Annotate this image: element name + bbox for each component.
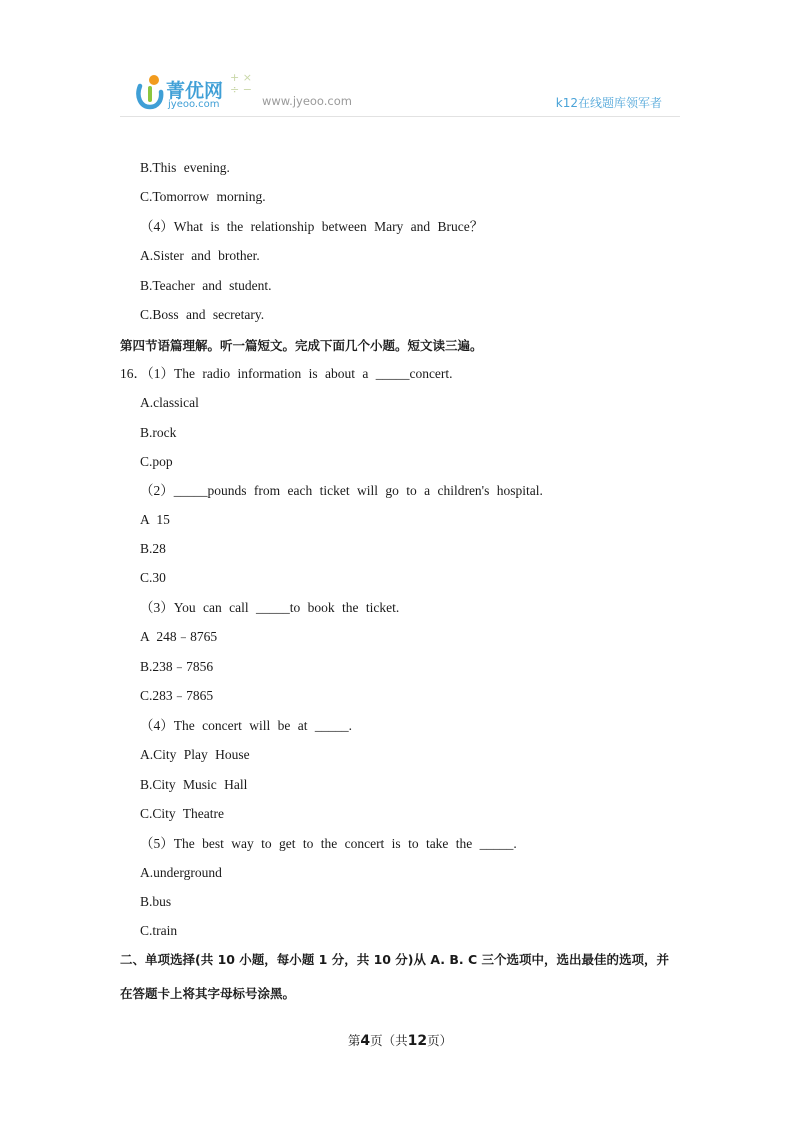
math-symbols-decoration: + × ÷ − — [230, 71, 252, 96]
option-line: C.City Theatre — [140, 806, 224, 821]
logo-domain: jyeoo.com — [168, 99, 220, 110]
option-line: C.Tomorrow morning. — [140, 189, 266, 204]
jyeoo-logo-icon — [134, 74, 164, 110]
option-line: A.Sister and brother. — [140, 248, 260, 263]
page-header — [120, 68, 680, 118]
footer-page-number: 4 — [360, 1033, 371, 1049]
option-line: C.30 — [140, 570, 166, 585]
option-line: C.Boss and secretary. — [140, 307, 265, 322]
option-line: C.283﹣7865 — [140, 688, 214, 703]
option-line: C.train — [140, 923, 178, 938]
option-line: B.28 — [140, 541, 166, 556]
header-divider — [120, 116, 680, 117]
option-line: B.bus — [140, 894, 172, 909]
section-heading-cont: 在答题卡上将其字母标号涂黑。 — [120, 986, 296, 1001]
footer-suffix: 页） — [427, 1034, 453, 1048]
footer-middle: 页（共 — [370, 1034, 408, 1048]
page-footer — [0, 1031, 800, 1049]
option-line: B.This evening. — [140, 160, 230, 175]
option-line: B.rock — [140, 425, 177, 440]
sub-question: （5）The best way to get to the concert is to take the _____. — [140, 836, 517, 851]
sub-question: （4）What is the relationship between Mary and Bruce？ — [140, 219, 484, 234]
option-line: A.City Play House — [140, 747, 250, 762]
sub-question: （2）_____pounds from each ticket will go to a children's hospital. — [140, 483, 543, 498]
tagline: k12在线题库领军者 — [555, 96, 662, 110]
logo-text: 菁优网 — [166, 80, 224, 102]
footer-total-pages: 12 — [407, 1033, 428, 1049]
section-heading: 二、单项选择(共 10 小题，每小题 1 分，共 10 分)从 A. B. C 三个选项中，选出最佳的选项，并 — [120, 952, 670, 967]
option-line: A.underground — [140, 865, 222, 880]
option-line: A.classical — [140, 395, 199, 410]
option-line: A 15 — [140, 512, 170, 527]
option-line: C.pop — [140, 454, 173, 469]
option-line: A 248﹣8765 — [140, 629, 218, 644]
option-line: B.City Music Hall — [140, 777, 248, 792]
option-line: B.Teacher and student. — [140, 278, 272, 293]
section-heading: 第四节语篇理解。听一篇短文。完成下面几个小题。短文读三遍。 — [120, 338, 483, 353]
site-url: www.jyeoo.com — [262, 94, 352, 108]
option-line: B.238﹣7856 — [140, 659, 214, 674]
footer-prefix: 第 — [347, 1034, 361, 1048]
question-16: 16．（1）The radio information is about a _____concert. — [120, 366, 453, 381]
sub-question: （3）You can call _____to book the ticket. — [140, 600, 400, 615]
sub-question: （4）The concert will be at _____. — [140, 718, 352, 733]
